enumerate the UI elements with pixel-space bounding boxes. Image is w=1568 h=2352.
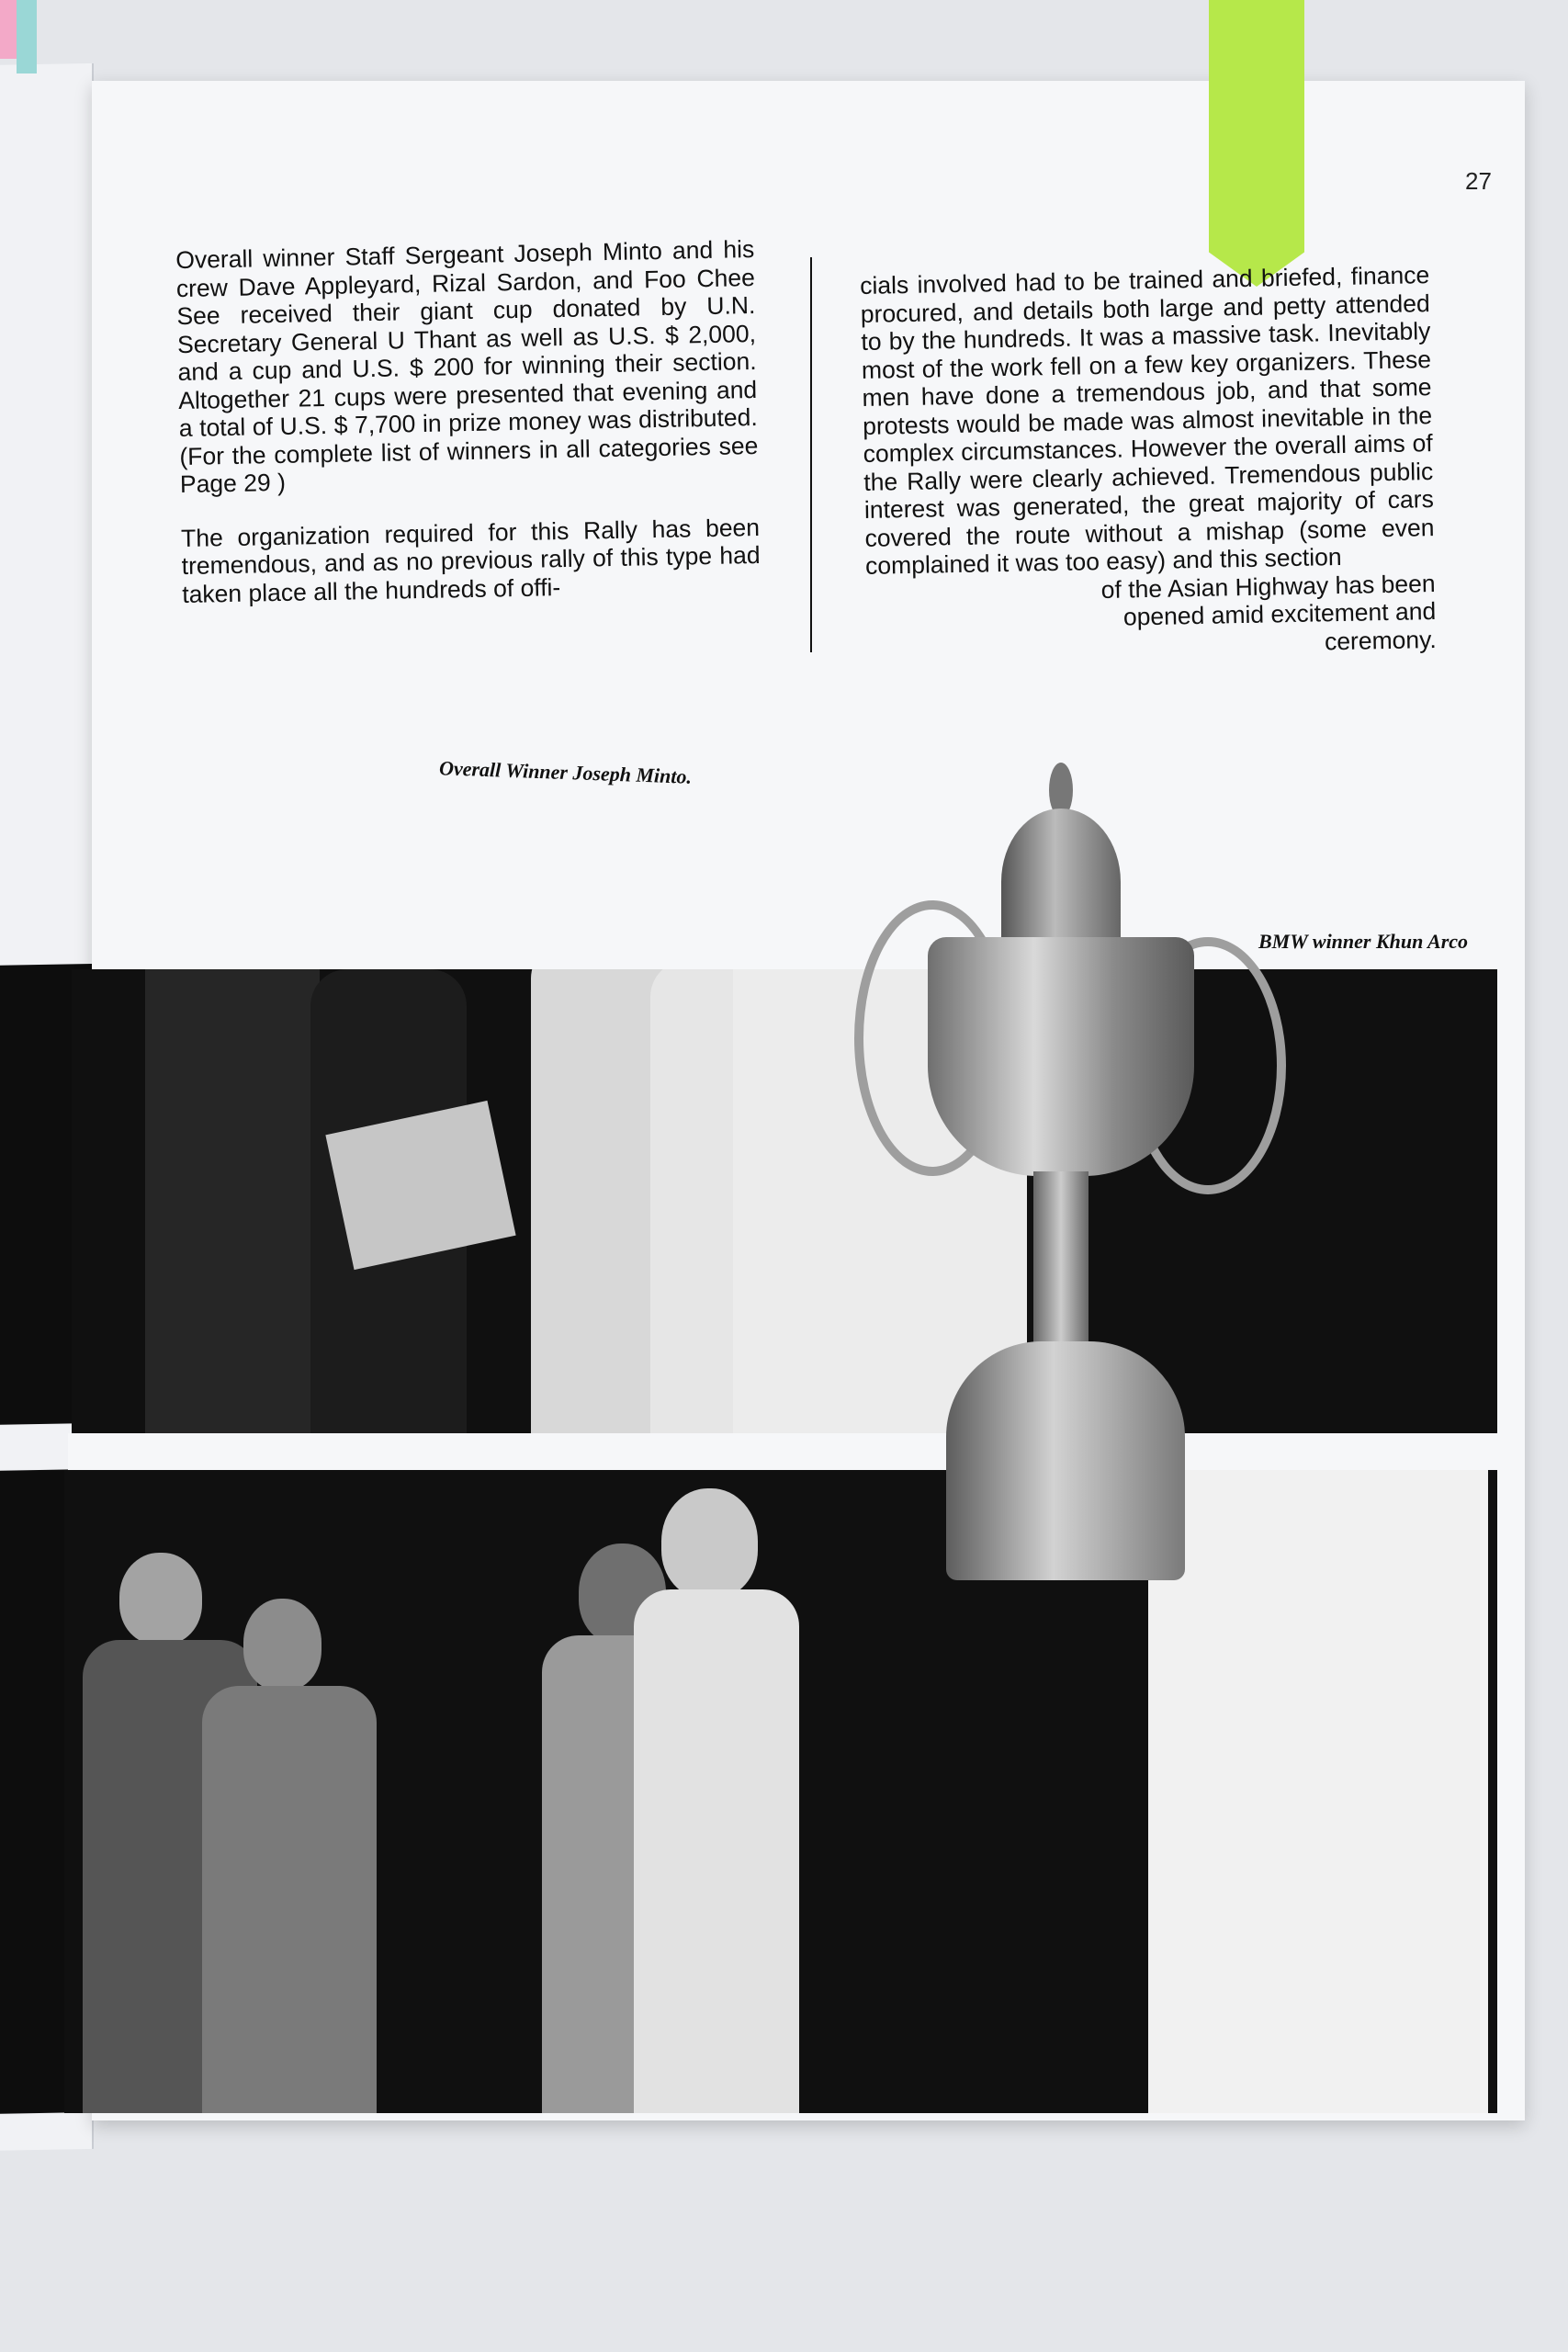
trophy-cup-image — [827, 753, 1341, 1635]
column-divider — [810, 257, 812, 652]
page-number: 27 — [1465, 167, 1492, 195]
green-bookmark-tab — [1209, 0, 1304, 287]
teal-sticky-tab — [17, 0, 37, 74]
caption-overall-winner: Overall Winner Joseph Minto. — [438, 756, 693, 788]
article-left-column — [175, 235, 761, 634]
article-tail-line-1: of the Asian Highway has been — [1100, 569, 1436, 604]
article-paragraph-3: cials involved had to be trained and briefed, finance procured, and details both large and petty attended to by the hundreds. It was a massive task. Inevitably most of the work fell on a few key organizers. These men have done a tremendous job, and that some protests would be made was almost inevitable in the complex circumstances. However the overall aims of the Rally were clearly achieved. Tremendous public interest was generated, the great majority of cars covered the route without a mishap (some even complained it was too easy) and this section — [859, 261, 1435, 580]
caption-bmw-winner: BMW winner Khun Arco — [1258, 930, 1469, 953]
article-tail-line-2: opened amid excitement and — [1122, 597, 1437, 631]
article-right-column — [860, 261, 1437, 664]
article-paragraph-2: The organization required for this Rally has been tremendous, and as no previous rally of this type had taken place all the hundreds of offi- — [180, 513, 761, 608]
pink-sticky-tab — [0, 0, 17, 59]
article-tail-line-3: ceremony. — [1324, 625, 1438, 655]
article-paragraph-1: Overall winner Staff Sergeant Joseph Minto and his crew Dave Appleyard, Rizal Sardon, and Foo Chee See received their giant cup donated by U.N. Secretary General U Thant as well as U.S. $ 2,000, and a cup and U.S. $ 200 for winning their section. Altogether 21 cups were presented that evening and a total of U.S. $ 7,700 in prize money was distributed. (For the complete list of winners in all categories see Page 29 ) — [175, 234, 759, 499]
